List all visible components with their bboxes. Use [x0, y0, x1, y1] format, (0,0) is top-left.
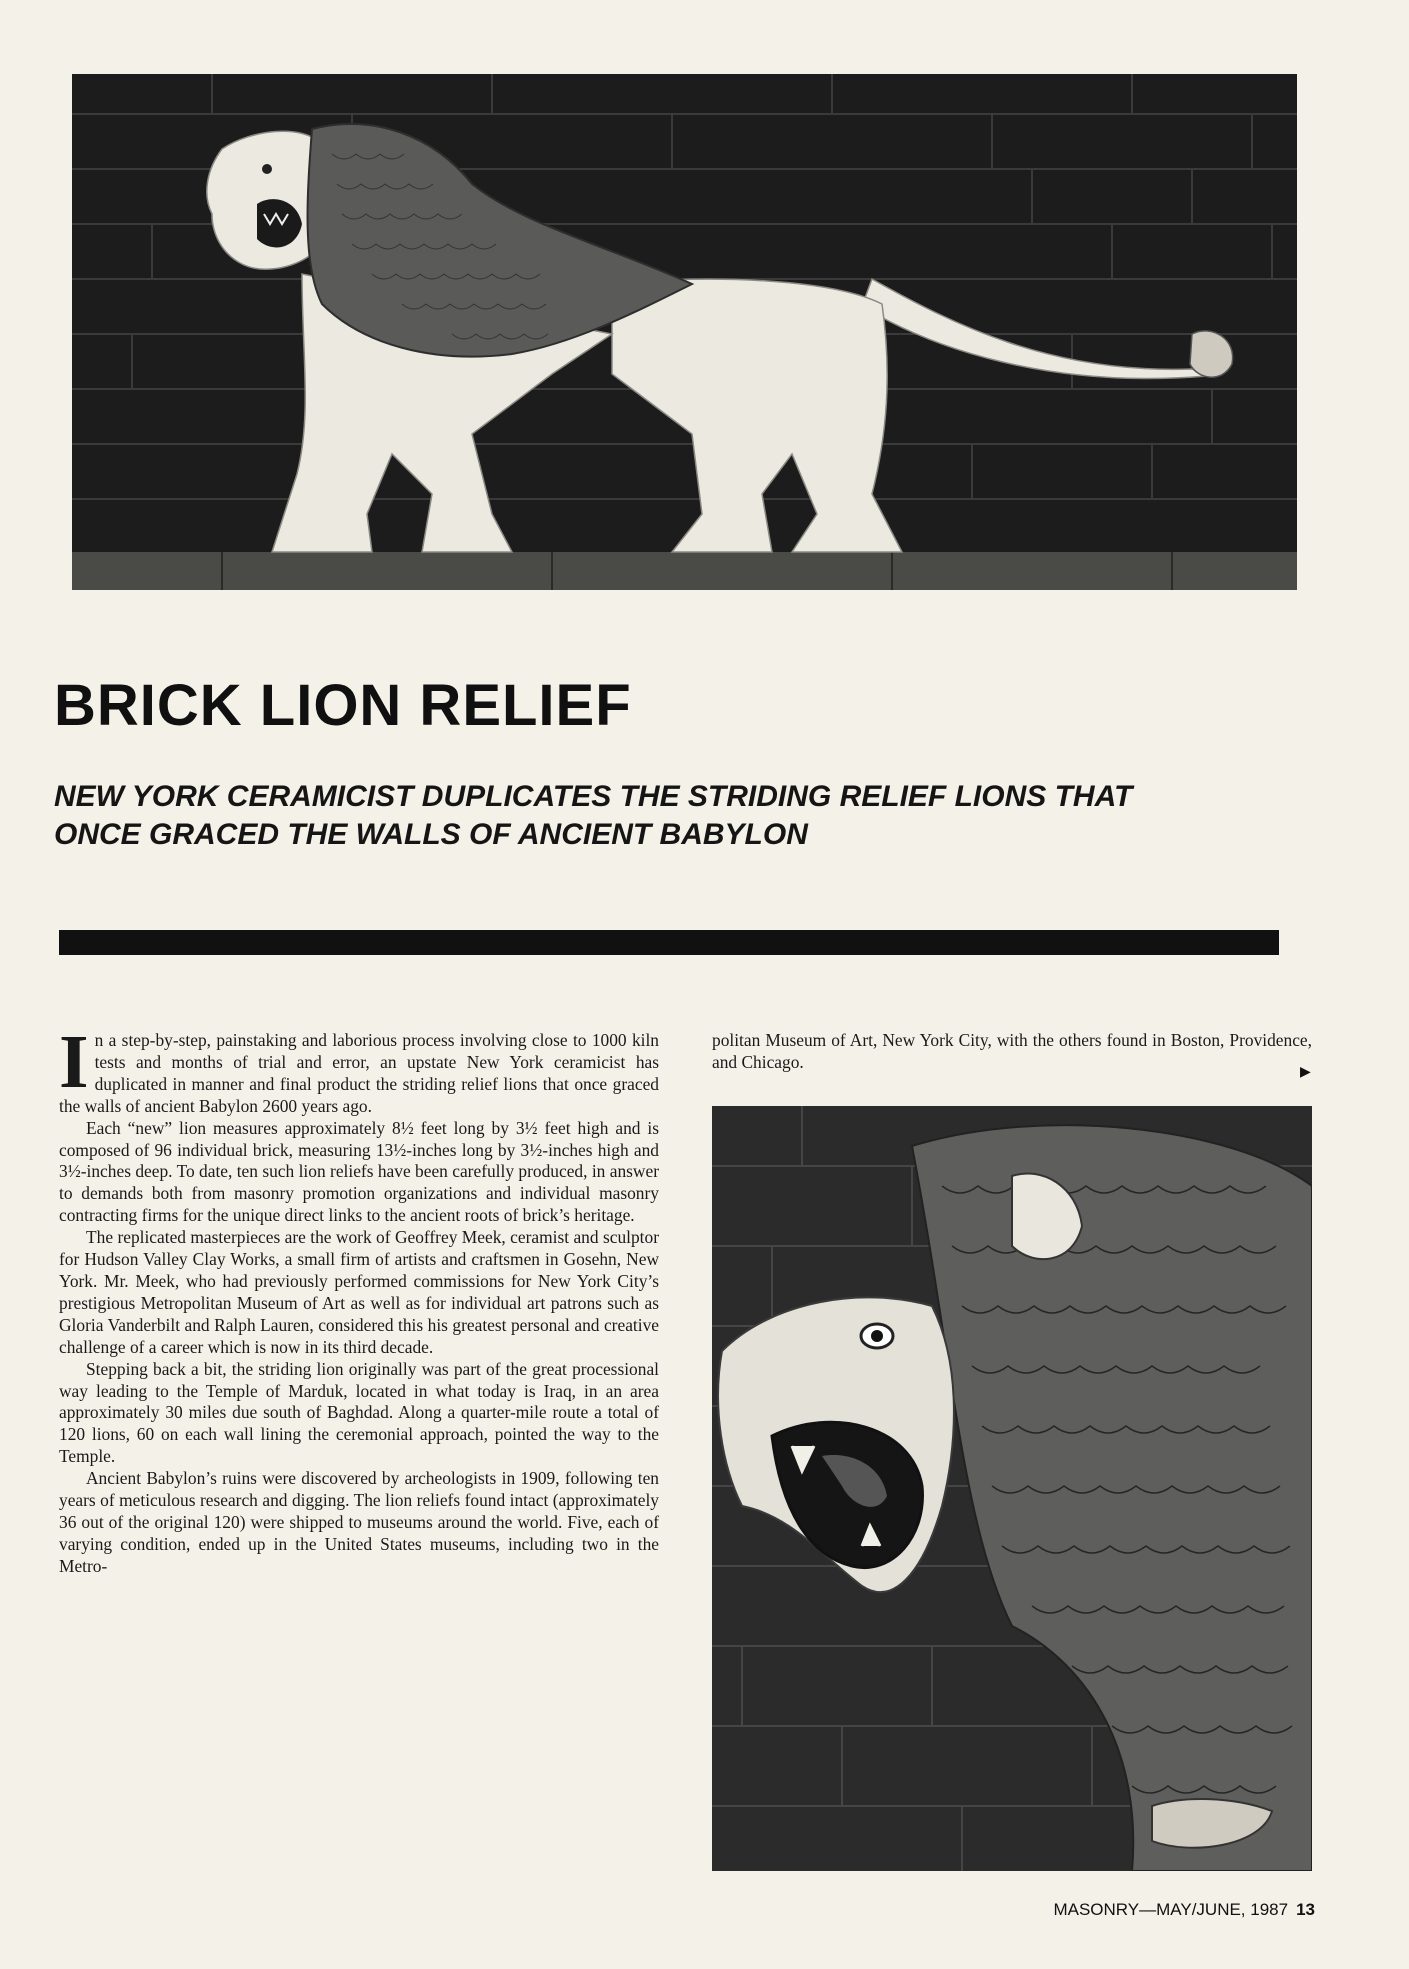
drop-cap: I	[59, 1020, 89, 1104]
article-column-right	[712, 1030, 1312, 1074]
lion-relief-illustration	[72, 74, 1297, 590]
article-paragraph: Ancient Babylon’s ruins were discovered by archeologists in 1909, following ten years of meticulous research and digging. The lion reliefs found intact (approximately 36 out of the original 120) were shipped to museums around the world. Five, each of varying condition, ended up in the United States museums, including two in the Metro-	[59, 1468, 659, 1576]
page-footer	[1053, 1900, 1315, 1920]
article-paragraph	[59, 1020, 659, 1118]
article-paragraph: Each “new” lion measures approximately 8½ feet long by 3½ feet high and is composed of 96 individual brick, measuring 13½-inches long by 3½-inches high and 3½-inches deep. To date, ten such lion reliefs have been carefully produced, in answer to demands both from masonry promotion organizations and individual masonry contracting firms for the unique direct links to the ancient roots of brick’s heritage.	[59, 1117, 659, 1226]
article-paragraph: Stepping back a bit, the striding lion originally was part of the great processional way leading to the Temple of Marduk, located in what today is Iraq, in an area approximately 30 miles due south of Baghdad. Along a quarter-mile route a total of 120 lions, 60 on each wall lining the ceremonial approach, pointed the way to the Temple.	[59, 1358, 659, 1467]
deck-subtitle: NEW YORK CERAMICIST DUPLICATES THE STRIDING RELIEF LIONS THAT ONCE GRACED THE WALLS OF ANCIENT BABYLON	[54, 780, 1133, 851]
publication-info: MASONRY—MAY/JUNE, 1987	[1053, 1900, 1289, 1919]
article-paragraph: The replicated masterpieces are the work of Geoffrey Meek, ceramist and sculptor for Hudson Valley Clay Works, a small firm of artists and craftsmen in Gosehn, New York. Mr. Meek, who had previously performed commissions for New York City’s prestigious Metropolitan Museum of Art as well as for individual art patrons such as Gloria Vanderbilt and Ralph Lauren, considered this his greatest personal and creative challenge of a career which is now in its third decade.	[59, 1227, 659, 1357]
article-column-left	[59, 1020, 659, 1578]
article-paragraph: politan Museum of Art, New York City, with the others found in Boston, Providence, and Chicago.	[712, 1030, 1312, 1072]
lion-head-photo	[712, 1106, 1312, 1871]
lion-head-illustration	[712, 1106, 1312, 1871]
lion-relief-photo	[72, 74, 1297, 590]
headline: BRICK LION RELIEF	[54, 673, 632, 738]
section-rule	[59, 930, 1279, 955]
page-number: 13	[1296, 1900, 1315, 1919]
paragraph-text: n a step-by-step, painstaking and laborious process involving close to 1000 kiln tests and months of trial and error, an upstate New York ceramicist has duplicated in manner and final product the striding relief lions that once graced the walls of ancient Babylon 2600 years ago.	[59, 1030, 659, 1116]
continue-arrow-icon: ▶	[1300, 1065, 1311, 1080]
